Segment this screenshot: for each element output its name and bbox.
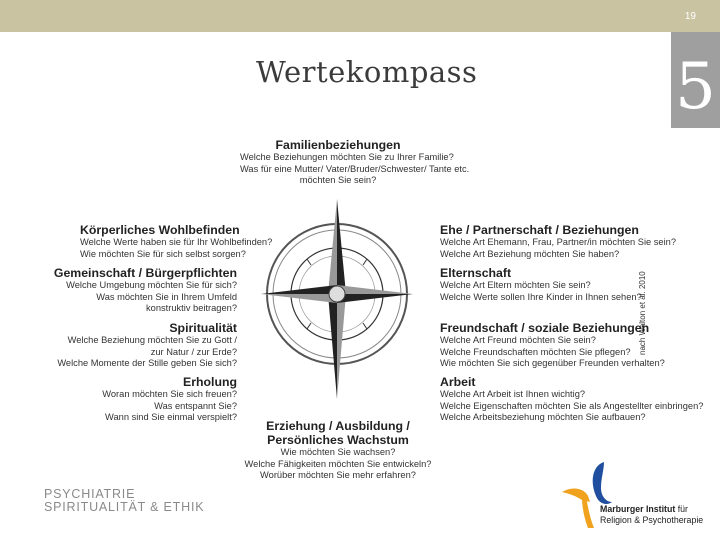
value-elternschaft (440, 266, 642, 303)
value-spiritualitaet (57, 321, 237, 370)
value-heading: Persönliches Wachstum (267, 433, 409, 447)
slide-title: Wertekompass (256, 55, 478, 89)
value-heading: Erziehung / Ausbildung / (266, 419, 410, 433)
value-question: Welche Werte sollen Ihre Kinder in Ihnen sehen? (440, 291, 642, 302)
value-question: Welche Werte haben sie für Ihr Wohlbefinden? (80, 237, 273, 247)
chapter-marker (671, 32, 720, 128)
value-question: Wie möchten Sie sich gegenüber Freunden verhalten? (440, 358, 665, 368)
logo-line: SPIRITUALITÄT & ETHIK (44, 500, 205, 514)
value-question: Welche Momente der Stille geben Sie sich? (57, 358, 237, 368)
value-question: Welche Beziehungen möchten Sie zu Ihrer Familie? (240, 152, 454, 162)
value-question: Worüber möchten Sie mehr erfahren? (260, 470, 416, 480)
chapter-number: 5 (675, 50, 716, 124)
value-freundschaft (440, 321, 665, 370)
institute-line: Religion & Psychotherapie (600, 514, 704, 525)
value-heading: Erholung (183, 375, 237, 389)
value-heading: Freundschaft / soziale Beziehungen (440, 321, 650, 335)
value-koerperliches-wohlbefinden (80, 223, 272, 260)
value-heading: Ehe / Partnerschaft / Beziehungen (440, 223, 639, 237)
value-question: Was möchten Sie in Ihrem Umfeld (96, 291, 237, 302)
value-question: Wann sind Sie einmal verspielt? (105, 412, 237, 422)
value-question: zur Natur / zur Erde? (150, 346, 237, 357)
value-question: Woran möchten Sie sich freuen? (102, 389, 237, 399)
value-heading: Gemeinschaft / Bürgerpflichten (53, 266, 237, 280)
institute-name (600, 504, 703, 525)
institute-name-bold: Marburger Institut (600, 504, 676, 514)
value-heading: Arbeit (440, 375, 476, 389)
value-question: Was entspannt Sie? (154, 400, 237, 411)
value-question: Welche Eigenschaften möchten Sie als Angestellter einbringen? (440, 400, 704, 411)
institute-name-rest: für (675, 504, 688, 514)
value-question: konstruktiv beitragen? (146, 303, 237, 313)
value-arbeit (440, 375, 703, 424)
value-heading: Familienbeziehungen (275, 138, 401, 152)
value-question: Was für eine Mutter/ Vater/Bruder/Schwester/ Tante etc. (240, 163, 470, 174)
value-question: Welche Fähigkeiten möchten Sie entwickeln? (244, 458, 432, 469)
psychiatrie-logo (44, 488, 204, 514)
value-question: Welche Art Freund möchten Sie sein? (440, 335, 596, 345)
value-question: möchten Sie sein? (299, 175, 377, 185)
logo-line: PSYCHIATRIE (44, 487, 136, 501)
value-question: Welche Art Eltern möchten Sie sein? (440, 280, 591, 290)
value-question: Welche Arbeitsbeziehung möchten Sie aufbauen? (440, 412, 646, 422)
value-question: Wie möchten Sie wachsen? (280, 447, 396, 457)
compass-rose-icon (257, 193, 417, 405)
value-heading: Körperliches Wohlbefinden (80, 223, 240, 237)
header-bar (0, 0, 720, 32)
value-erholung (102, 375, 237, 424)
value-heading: Elternschaft (440, 266, 512, 280)
value-question: Wie möchten Sie für sich selbst sorgen? (80, 248, 246, 259)
value-question: Welche Beziehung möchten Sie zu Gott / (67, 335, 237, 345)
value-question: Welche Art Arbeit ist Ihnen wichtig? (440, 389, 586, 399)
source-note: nach Walton et al. 2010 (638, 271, 647, 355)
value-familienbeziehungen (240, 138, 470, 187)
value-question: Welche Umgebung möchten Sie für sich? (66, 280, 237, 290)
page-number: 19 (684, 11, 696, 22)
value-question: Welche Art Beziehung möchten Sie haben? (440, 248, 620, 259)
value-question: Welche Art Ehemann, Frau, Partner/in möchten Sie sein? (440, 237, 676, 247)
institute-line (600, 504, 703, 515)
value-question: Welche Freundschaften möchten Sie pflegen? (440, 346, 631, 357)
value-heading: Spiritualität (169, 321, 237, 335)
value-erziehung-ausbildung (240, 419, 436, 482)
value-gemeinschaft (54, 266, 237, 315)
value-ehe-partnerschaft (440, 223, 676, 260)
